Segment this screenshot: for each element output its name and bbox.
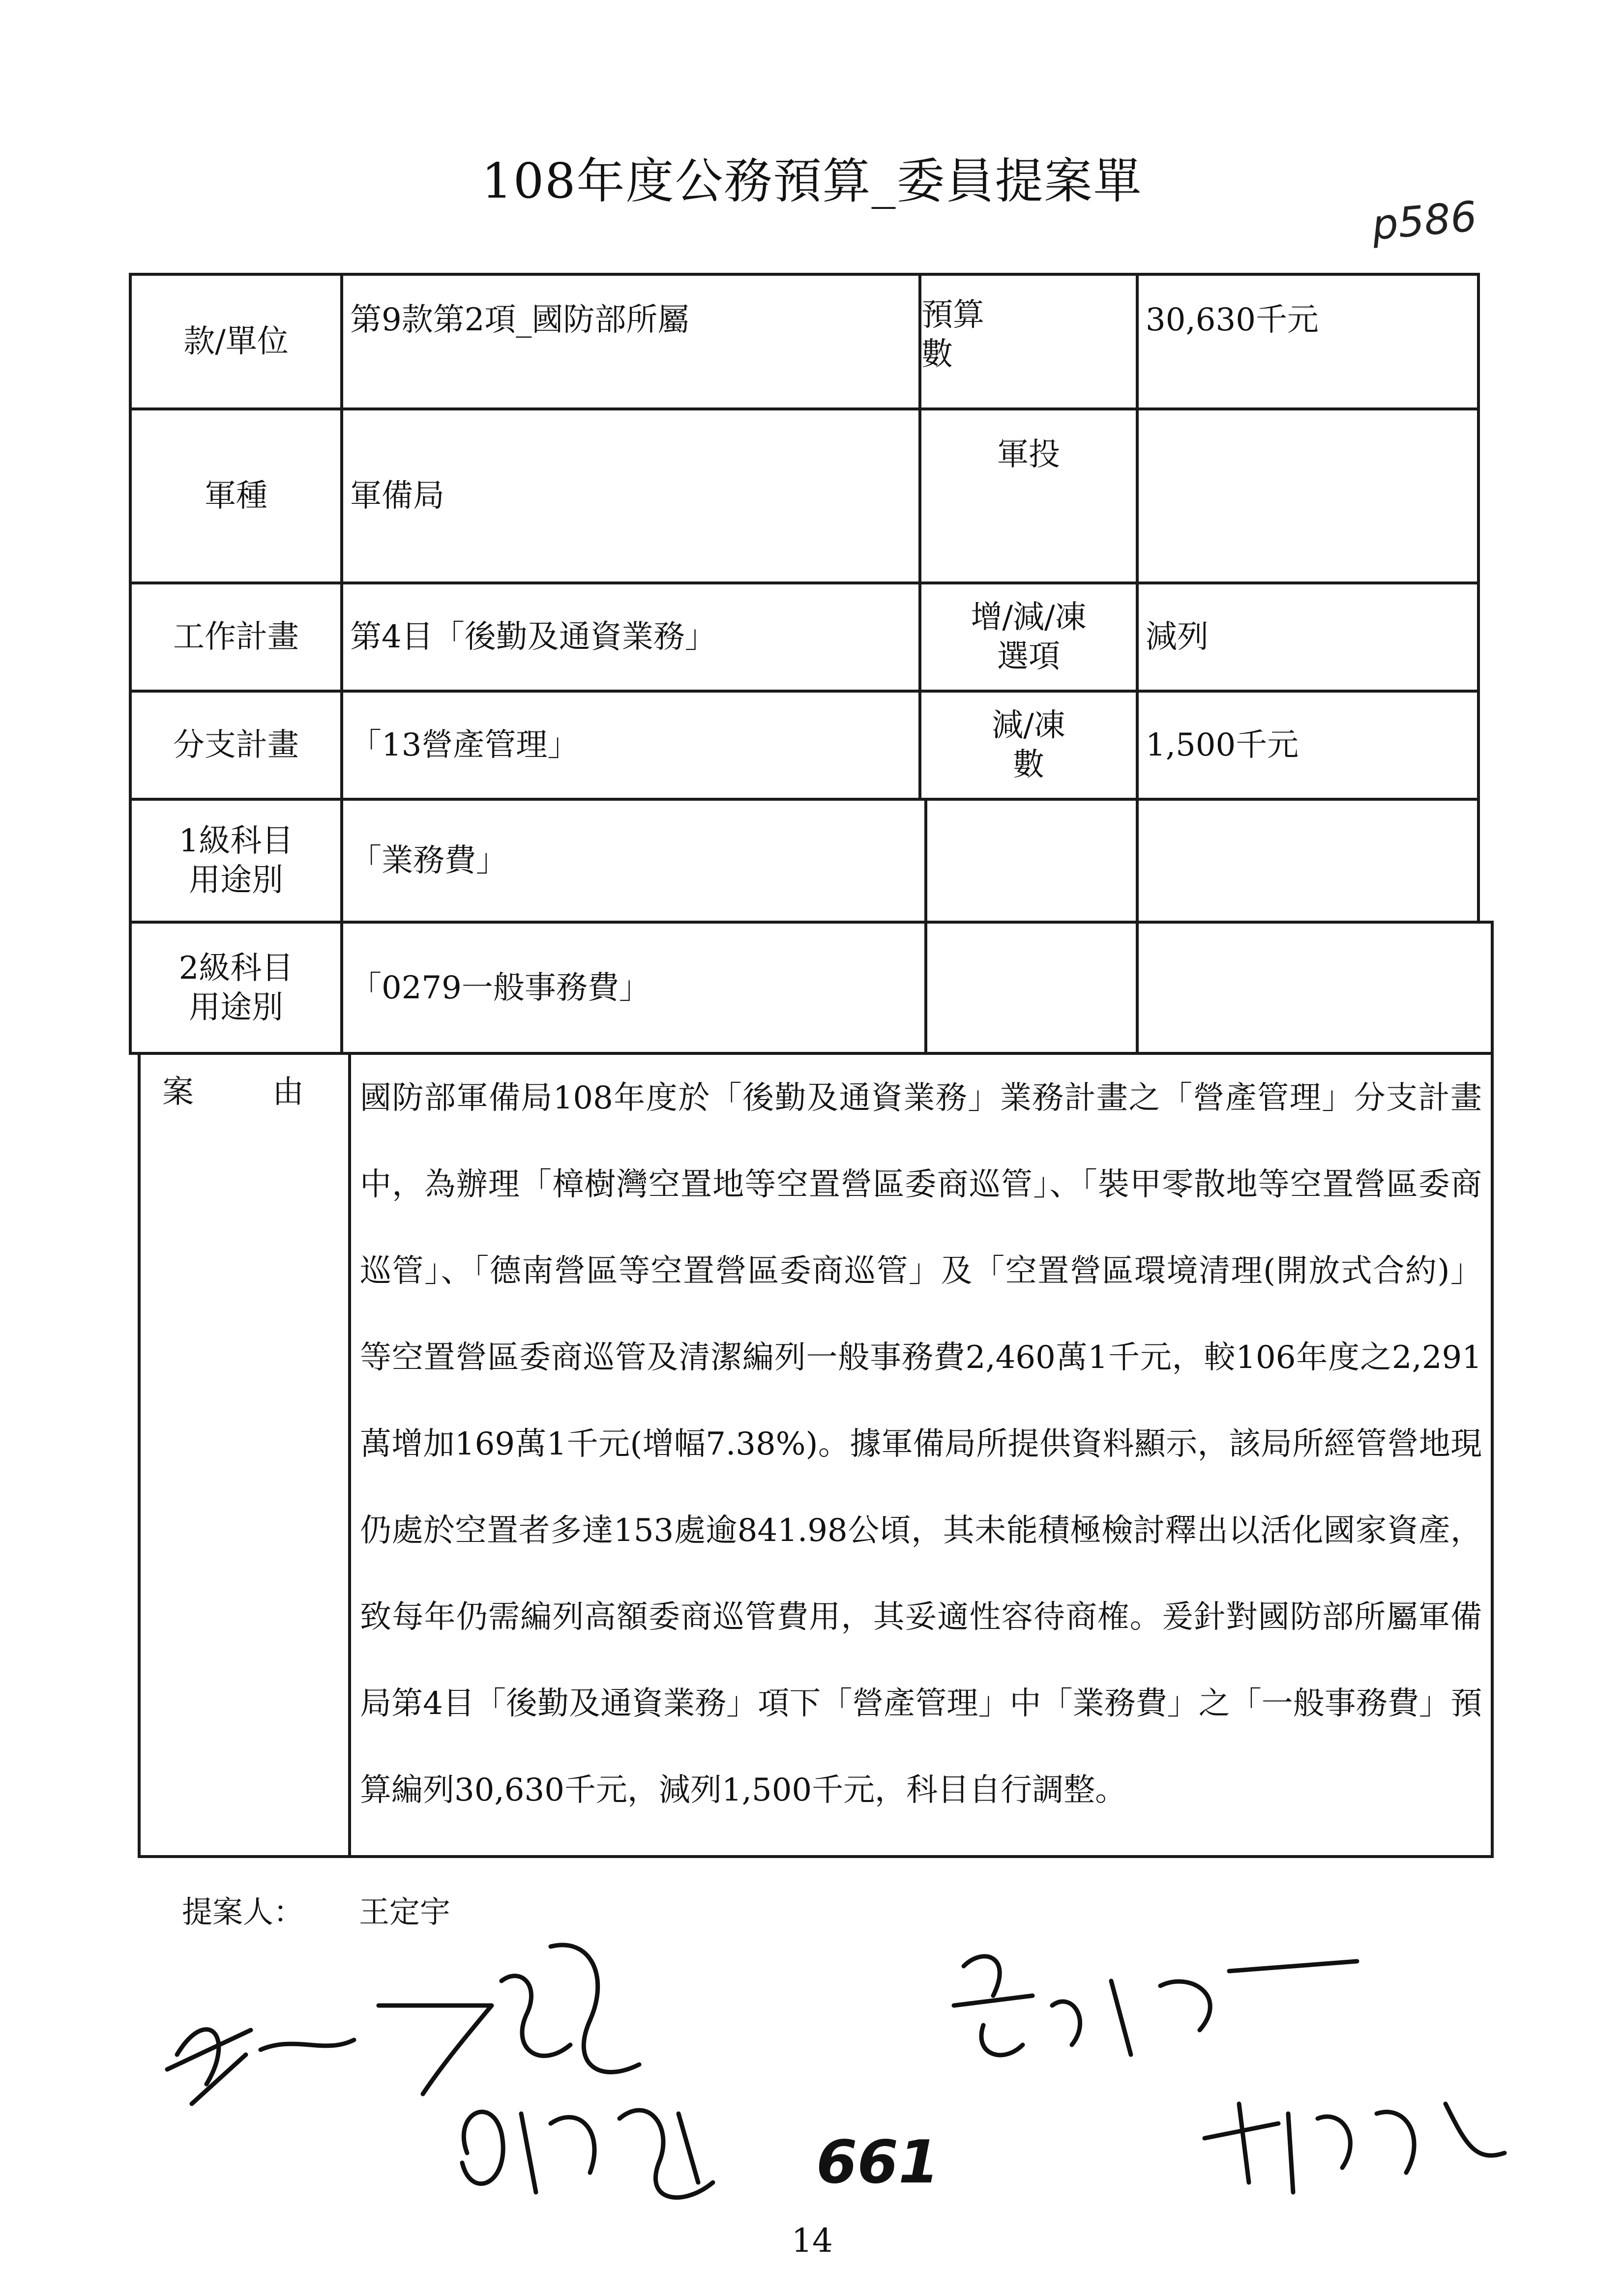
label-reduce-amount-l1: 減/凍 [992,707,1065,744]
label-branch-plan-text: 分支計畫 [173,727,299,763]
label-military-investment [918,407,1139,584]
page-number: 14 [792,2222,833,2260]
reason-label: 案由 [162,1074,383,1110]
label-level2-subject [129,921,343,1055]
label-reduce-amount [918,690,1139,801]
value-reduce-amount-text: 1,500千元 [1146,727,1299,763]
label-level1-l2: 用途別 [189,862,283,899]
label-level2-l2: 用途別 [189,989,283,1026]
handwritten-signatures [148,1907,1573,2212]
value-work-plan-text: 第4目「後勤及通資業務」 [350,619,716,655]
value-level1-text: 「業務費」 [350,843,507,879]
empty-cell-r5c4 [1136,798,1480,924]
proposer-name: 王定宇 [359,1894,451,1930]
label-level2-l1: 2級科目 [178,950,294,987]
value-military-investment [1136,407,1480,584]
label-work-plan [129,581,343,693]
label-level1-subject [129,798,343,924]
value-budget-text: 30,630千元 [1146,302,1319,338]
label-budget [918,273,1139,410]
corner-note: p586 [1370,192,1479,250]
reason-box [138,1052,351,1858]
value-service [340,407,921,584]
value-level1-subject [340,798,927,924]
label-level1-l1: 1級科目 [178,823,294,859]
label-reduce-amount-l2: 數 [1013,747,1044,783]
value-option [1136,581,1480,693]
empty-cell-r6c4 [1136,921,1494,1055]
label-military-investment-text: 軍投 [997,436,1060,473]
value-level2-subject [340,921,927,1055]
label-unit-text: 款/單位 [183,323,289,360]
label-option-l1: 增/減/凍 [971,599,1087,636]
value-budget [1136,273,1480,410]
empty-cell-r5c3 [924,798,1139,924]
value-branch-plan-text: 「13營產管理」 [350,727,579,763]
value-unit [340,273,921,410]
label-service [129,407,343,584]
empty-cell-r6c3 [924,921,1139,1055]
proposer-label: 提案人： [182,1894,304,1930]
value-work-plan [340,581,921,693]
label-option [918,581,1139,693]
label-budget-l1: 預算 [921,297,984,333]
value-level2-text: 「0279一般事務費」 [350,969,650,1006]
value-reduce-amount [1136,690,1480,801]
label-unit [129,273,343,410]
label-work-plan-text: 工作計畫 [173,619,299,655]
label-service-text: 軍種 [205,478,267,514]
page-title: 108年度公務預算_委員提案單 [481,153,1143,209]
value-unit-text: 第9款第2項_國防部所屬 [350,302,689,338]
reason-text: 國防部軍備局108年度於「後勤及通資業務」業務計畫之「營產管理」分支計畫中，為辦理「樟樹灣空置地等空置營區委商巡管」、「裝甲零散地等空置營區委商巡管」、「德南營區等空置營區委商巡管」及「空置營區環境清理(開放式合約)」等空置營區委商巡管及清潔編列一般事務費2,460萬1千元，較106年度之2,291萬增加169萬1千元(增幅7.38%)。據軍備局所提供資料顯示，該局所經管營地現仍處於空置者多達153處逾841.98公頃，其未能積極檢討釋出以活化國家資產，致每年仍需編列高額委商巡管費用，其妥適性容待商榷。爰針對國防部所屬軍備局第4目「後勤及通資業務」項下「營產管理」中「業務費」之「一般事務費」預算編列30,630千元，減列1,500千元，科目自行調整。 [348,1052,1494,1858]
signature-number: 661 [816,2128,940,2197]
label-budget-l2: 數 [921,336,953,373]
value-branch-plan [340,690,921,801]
value-service-text: 軍備局 [350,478,444,514]
label-option-l2: 選項 [997,639,1060,675]
value-option-text: 減列 [1146,619,1209,655]
label-branch-plan [129,690,343,801]
